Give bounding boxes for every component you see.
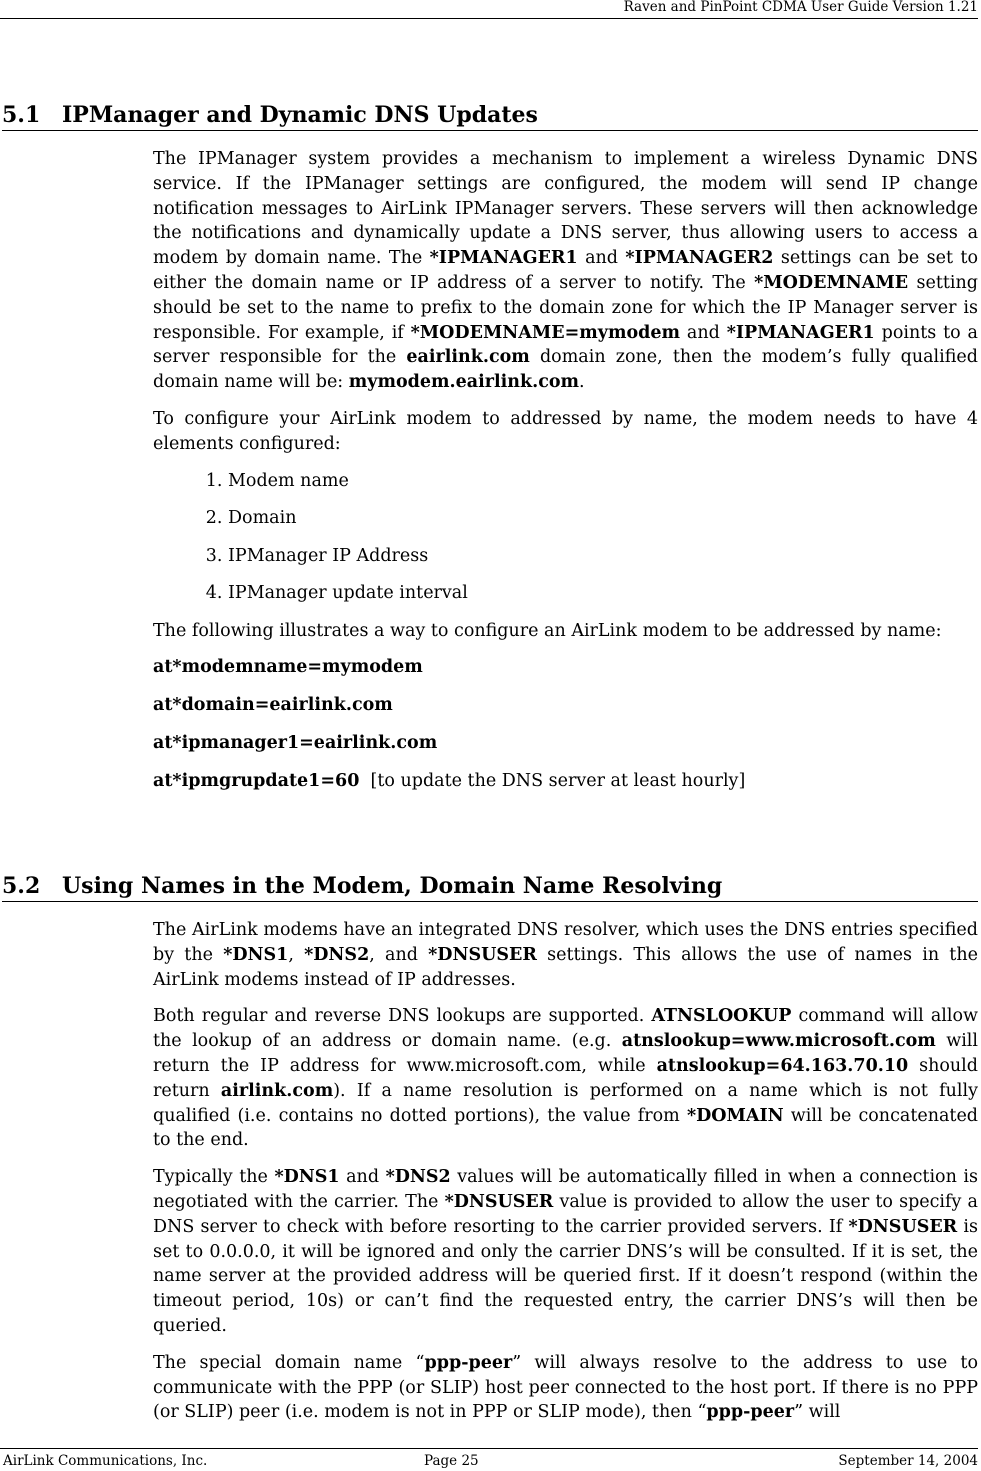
numbered-list (153, 469, 978, 606)
paragraph: Both regular and reverse DNS lookups are supported. ATNSLOOKUP command will allow the lookup of an address or domain name. (e.g. atnslookup=www.microsoft.com will return the IP address for www.microsoft.com, while atnslookup=64.163.70.10 should return airlink.com). If a name resolution is performed on a name which is not fully qualified (i.e. contains no dotted portions), the value from *DOMAIN will be concatenated to the end. (153, 1006, 979, 1151)
paragraph: The AirLink modems have an integrated DNS resolver, which uses the DNS entries specified by the *DNS1, *DNS2, and *DNSUSER settings. This allows the use of names in the AirLink modems instead of IP addresses. (153, 920, 978, 990)
paragraph: The IPManager system provides a mechanism to implement a wireless Dynamic DNS service. If the IPManager settings are configured, the modem will send IP change notification messages to AirLink IPManager servers. These servers will then acknowledge the notifications and dynamically update a DNS server, thus allowing users to access a modem by domain name. The *IPMANAGER1 and *IPMANAGER2 settings can be set to either the domain name or IP address of a server to notify. The *MODEMNAME setting should be set to the name to prefix to the domain zone for which the IP Manager server is responsible. For example, if *MODEMNAME=mymodem and *IPMANAGER1 points to a server responsible for the eairlink.com domain zone, then the modem’s fully qualified domain name will be: mymodem.eairlink.com. (153, 149, 978, 393)
list-item: 4. IPManager update interval (228, 581, 978, 606)
section-title: IPManager and Dynamic DNS Updates (62, 102, 538, 128)
paragraph: Typically the *DNS1 and *DNS2 values will be automatically filled in when a connection is negotiated with the carrier. The *DNSUSER value is provided to allow the user to specify a DNS server to check with before resorting to the carrier provided servers. If *DNSUSER is set to 0.0.0.0, it will be ignored and only the carrier DNS’s will be consulted. If it is set, the name server at the provided address will be queried first. If it doesn’t respond (within the timeout period, 10s) or can’t find the requested entry, the carrier DNS’s will then be queried. (153, 1167, 978, 1336)
paragraph: The following illustrates a way to configure an AirLink modem to be addressed by name: (153, 620, 942, 641)
paragraph: The special domain name “ppp-peer” will always resolve to the address to use to communicate with the PPP (or SLIP) host peer connected to the host port. If there is no PPP (or SLIP) peer (i.e. modem is not in PPP or SLIP mode), then “ppp-peer” will (153, 1352, 978, 1423)
footer-page-number: Page 25 (424, 1453, 479, 1469)
command-line: at*ipmanager1=eairlink.com (153, 732, 438, 753)
section-number: 5.1 (2, 102, 41, 128)
section-heading-5-1 (2, 102, 978, 131)
page-footer (0, 1448, 978, 1471)
paragraph: To configure your AirLink modem to addressed by name, the modem needs to have 4 elements configured: (153, 408, 978, 454)
list-item: 3. IPManager IP Address (228, 544, 978, 569)
page-header (0, 0, 978, 19)
section-title: Using Names in the Modem, Domain Name Resolving (62, 873, 723, 899)
section-number: 5.2 (2, 873, 41, 899)
list-item: 2. Domain (228, 506, 978, 531)
section-body-5-1 (153, 147, 978, 806)
command-line: at*modemname=mymodem (153, 657, 423, 678)
footer-company: AirLink Communications, Inc. (3, 1453, 208, 1469)
command-line: at*ipmgrupdate1=60 [to update the DNS server at least hourly] (153, 770, 746, 791)
section-body-5-2 (153, 918, 978, 1437)
footer-date: September 14, 2004 (838, 1453, 978, 1469)
header-title: Raven and PinPoint CDMA User Guide Version 1.21 (623, 0, 978, 15)
section-heading-5-2 (2, 873, 978, 902)
command-line: at*domain=eairlink.com (153, 695, 393, 716)
list-item: 1. Modem name (228, 469, 978, 494)
